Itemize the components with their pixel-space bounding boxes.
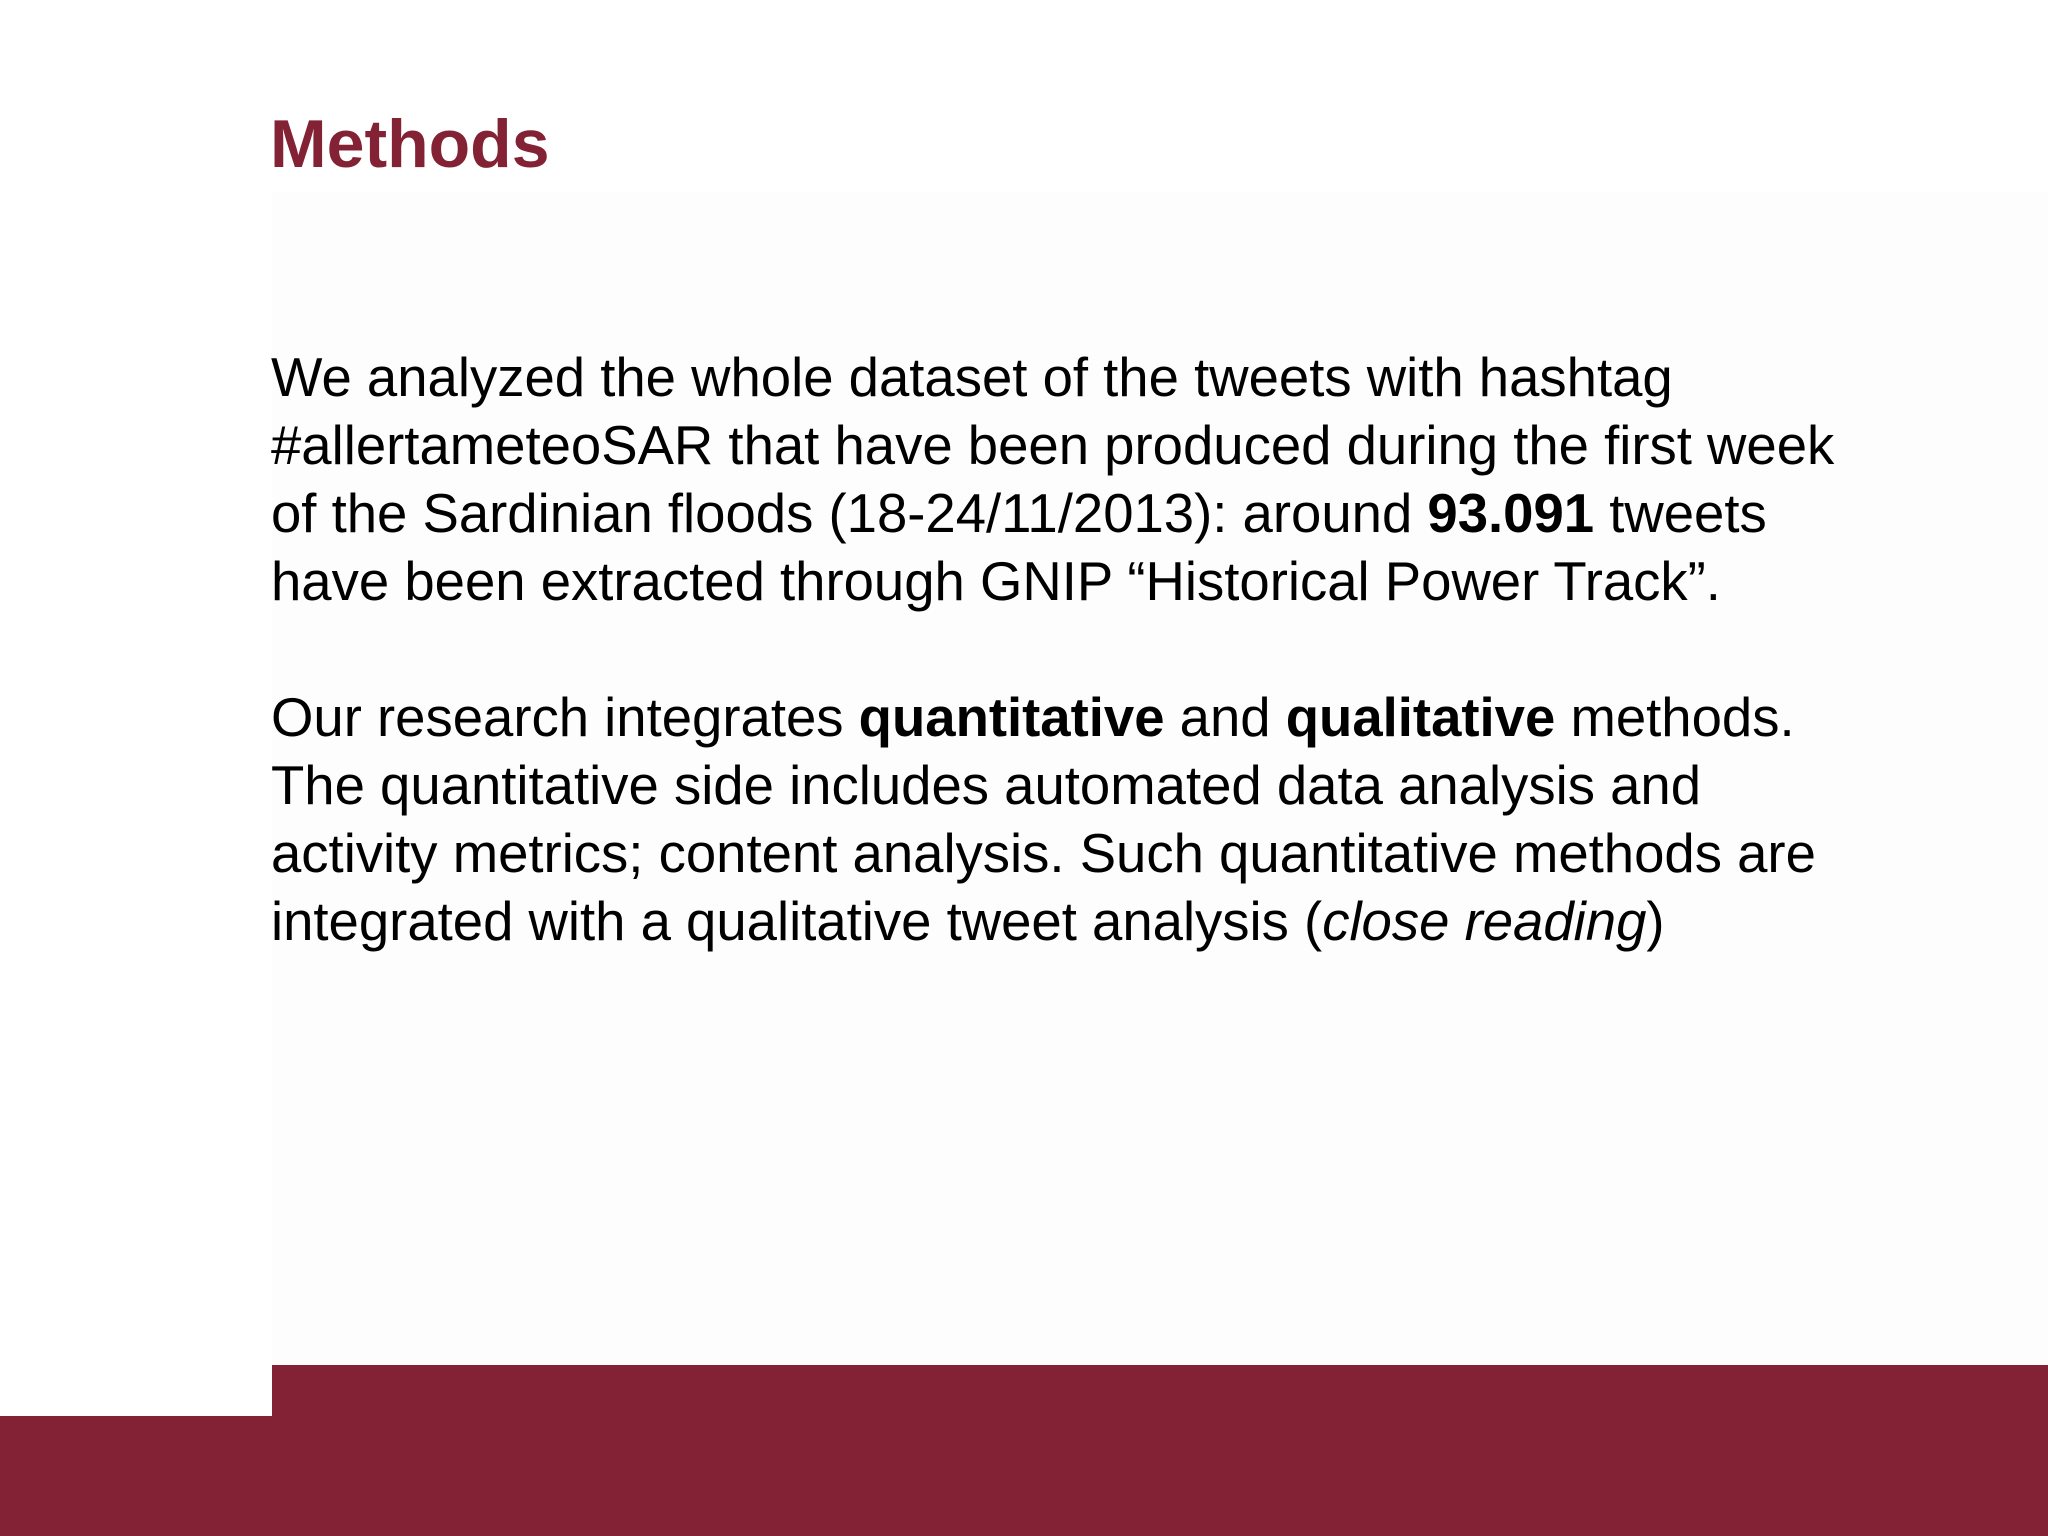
paragraph-dataset-line-4: have been extracted through GNIP “Historical Power Track”. [271, 551, 1721, 612]
paragraph-methods [271, 684, 2011, 956]
paragraph-methods-line-1 [271, 684, 2011, 752]
slide-body [271, 344, 2011, 956]
paragraph-dataset-line-1: We analyzed the whole dataset of the tweets with hashtag [271, 347, 1673, 408]
dataset-text-after-count: tweets [1594, 483, 1767, 544]
quantitative-term: quantitative [858, 687, 1165, 748]
close-reading-term: close reading [1322, 891, 1647, 952]
methods-text-intro: Our research integrates [271, 687, 859, 748]
paragraph-methods-line-4 [271, 888, 2011, 956]
methods-close-text: integrated with a qualitative tweet analysis ( [271, 891, 1323, 952]
paragraph-dataset-line-3 [271, 480, 2011, 548]
methods-close-paren: ) [1646, 891, 1665, 952]
tweet-count: 93.091 [1427, 483, 1595, 544]
paragraph-dataset [271, 344, 2011, 616]
paragraph-methods-line-2: The quantitative side includes automated data analysis and [271, 755, 1702, 816]
paragraph-dataset-line-2: #allertameteoSAR that have been produced during the first week [271, 415, 1835, 476]
methods-text-end: methods. [1555, 687, 1795, 748]
qualitative-term: qualitative [1285, 687, 1556, 748]
footer-band-lower [0, 1416, 2048, 1536]
paragraph-methods-line-3: activity metrics; content analysis. Such quantitative methods are [271, 823, 1816, 884]
dataset-text-before-count: of the Sardinian floods (18-24/11/2013): around [271, 483, 1428, 544]
methods-text-and: and [1164, 687, 1286, 748]
slide-title: Methods [270, 106, 550, 182]
